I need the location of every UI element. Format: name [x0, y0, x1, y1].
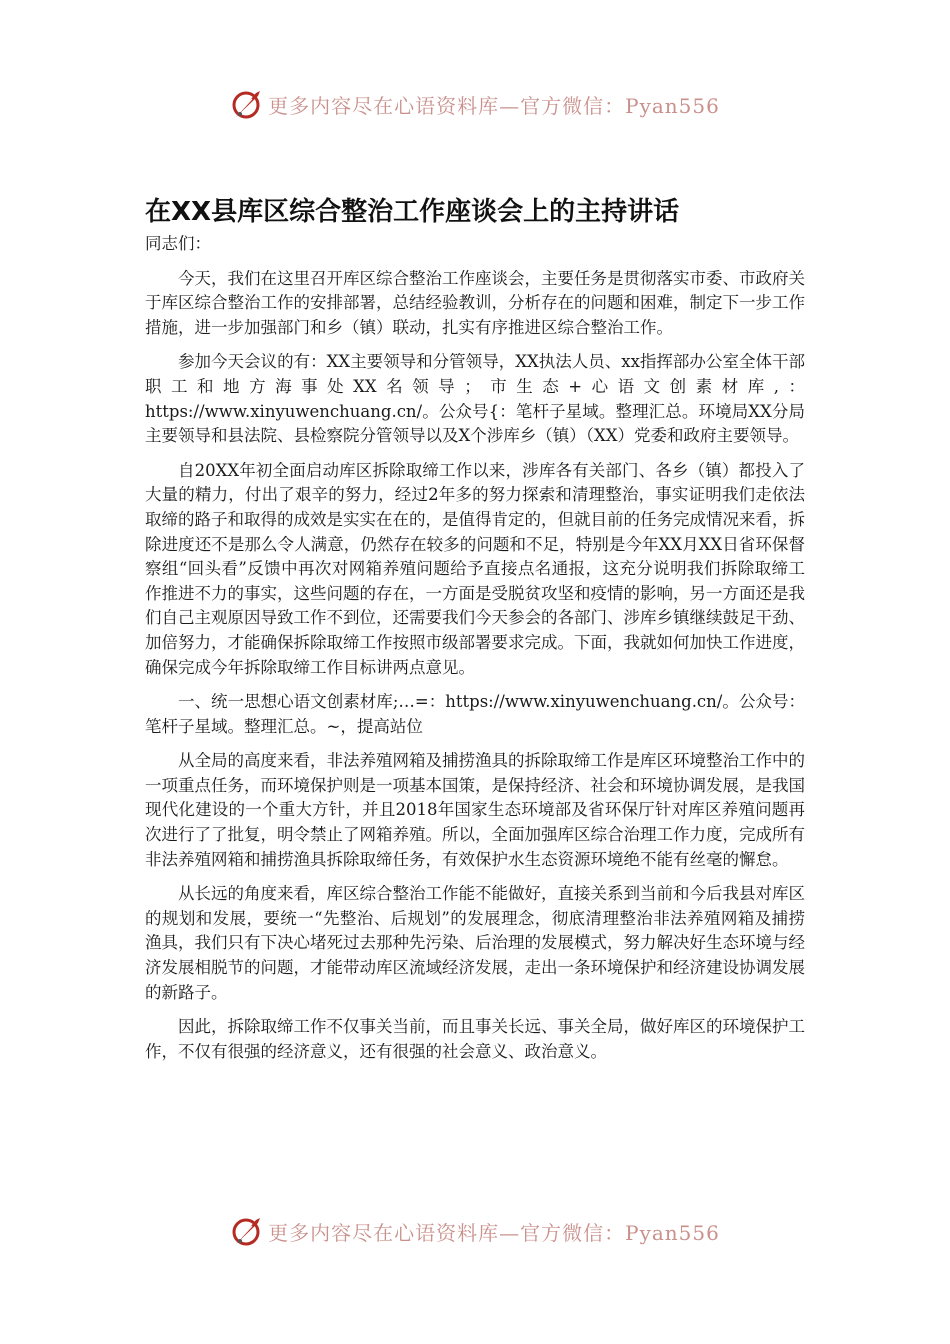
header-banner-text: 更多内容尽在心语资料库—官方微信：Pyan556 — [268, 93, 720, 118]
section-heading-1: 一、统一思想心语文创素材库;…=：https://www.xinyuwenchuang.cn/。公众号：笔杆子星域。整理汇总。~，提高站位 — [145, 692, 805, 736]
paragraph-attendees: 参加今天会议的有：XX主要领导和分管领导，XX执法人员、xx指挥部办公室全体干部职工和地方海事处XX名领导；市生态+心语文创素材库,：https://www.xinyuwenchuang.cn/。公众号{：笔杆子星域。整理汇总。环境局XX分局主要领导和县法院、县检察院分管领导以及X个涉库乡（镇）（XX）党委和政府主要领导。 — [145, 352, 805, 446]
document-title: 在XX县库区综合整治工作座谈会上的主持讲话 — [145, 197, 680, 228]
paragraph-progress: 自20XX年初全面启动库区拆除取缔工作以来，涉库各有关部门、各乡（镇）都投入了大量的精力，付出了艰辛的努力，经过2年多的努力探索和清理整治，事实证明我们走依法取缔的路子和取得的成效是实实在在的，是值得肯定的，但就目前的任务完成情况来看，拆除进度还不是那么令人满意，仍然存在较多的问题和不足，特别是今年XX月XX日省环保督察组“回头看”反馈中再次对网箱养殖问题给予直接点名通报，这充分说明我们拆除取缔工作推进不力的事实，这些问题的存在，一方面是受脱贫攻坚和疫情的影响，另一方面还是我们自己主观原因导致工作不到位，还需要我们今天参会的各部门、涉库乡镇继续鼓足干劲、加倍努力，才能确保拆除取缔工作按照市级部署要求完成。下面，我就如何加快工作进度，确保完成今年拆除取缔工作目标讲两点意见。 — [145, 460, 805, 677]
paragraph-overall-view: 从全局的高度来看，非法养殖网箱及捕捞渔具的拆除取缔工作是库区环境整治工作中的一项重点任务，而环境保护则是一项基本国策，是保持经济、社会和环境协调发展，是我国现代化建设的一个重大方针，并且2018年国家生态环境部及省环保厅针对库区养殖问题再次进行了了批复，明令禁止了网箱养殖。所以，全面加强库区综合治理工作力度，完成所有非法养殖网箱和捕捞渔具拆除取缔任务，有效保护水生态资源环境绝不能有丝毫的懈怠。 — [145, 751, 805, 869]
footer-banner-text: 更多内容尽在心语资料库—官方微信：Pyan556 — [268, 1220, 720, 1245]
paragraph-long-term-view: 从长远的角度来看，库区综合整治工作能不能做好，直接关系到当前和今后我县对库区的规划和发展，要统一“先整治、后规划”的发展理念，彻底清理整治非法养殖网箱及捕捞渔具，我们只有下决心堵死过去那种先污染、后治理的发展模式，努力解决好生态环境与经济发展相脱节的问题，才能带动库区流域经济发展，走出一条环境保护和经济建设协调发展的新路子。 — [145, 884, 805, 1002]
footer-banner — [0, 1211, 950, 1251]
quill-logo-icon — [230, 87, 264, 121]
salutation: 同志们： — [145, 234, 211, 253]
document-body — [145, 232, 805, 1074]
quill-logo-icon — [230, 1214, 264, 1248]
header-banner — [0, 84, 950, 124]
paragraph-intro: 今天，我们在这里召开库区综合整治工作座谈会，主要任务是贯彻落实市委、市政府关于库区综合整治工作的安排部署，总结经验教训，分析存在的问题和困难，制定下一步工作措施，进一步加强部门和乡（镇）联动，扎实有序推进区综合整治工作。 — [145, 268, 805, 337]
paragraph-conclusion: 因此，拆除取缔工作不仅事关当前，而且事关长远、事关全局，做好库区的环境保护工作，不仅有很强的经济意义，还有很强的社会意义、政治意义。 — [145, 1017, 805, 1061]
